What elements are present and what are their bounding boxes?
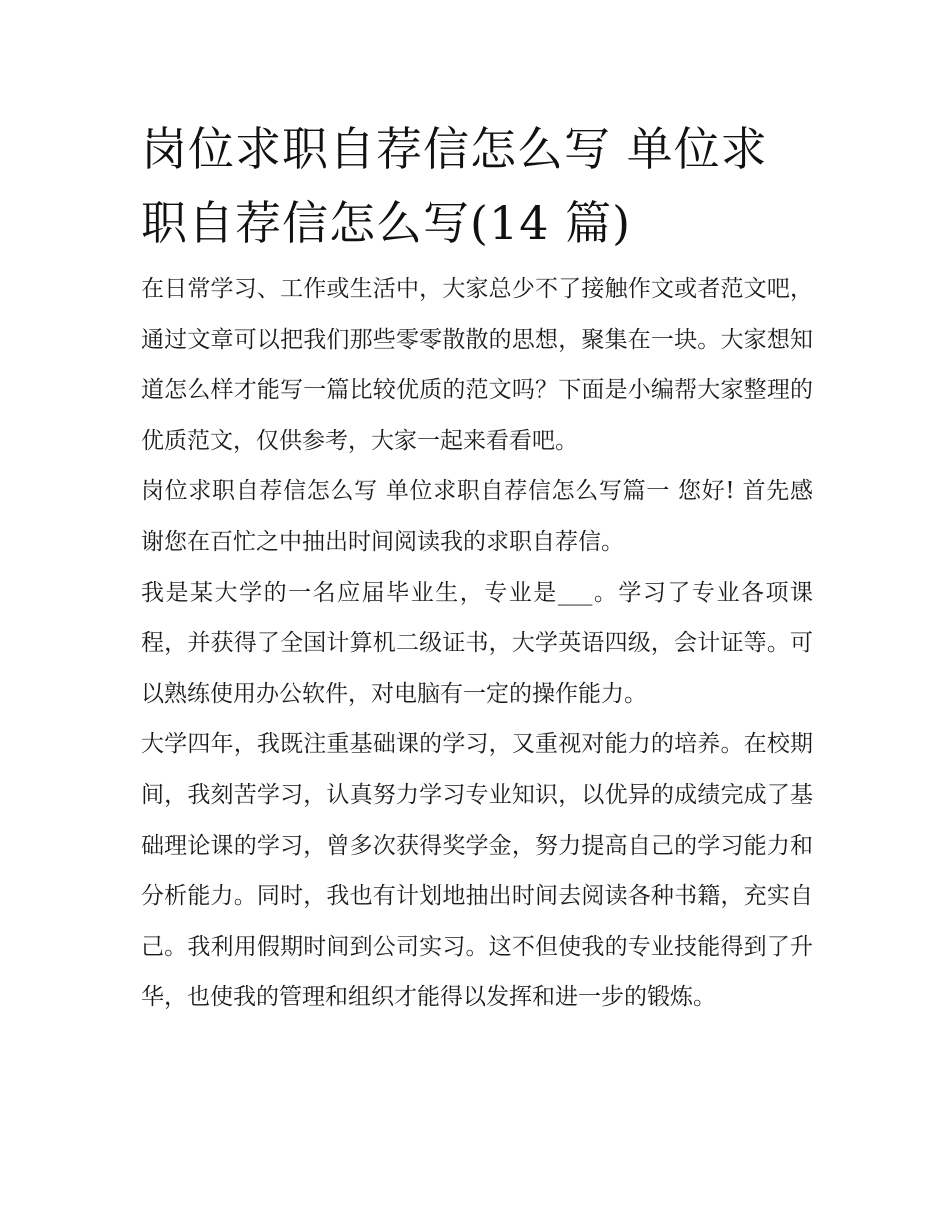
paragraph-greeting: 岗位求职自荐信怎么写 单位求职自荐信怎么写篇一 您好! 首先感谢您在百忙之中抽出时间阅读我的求职自荐信。 (141, 478, 813, 555)
paragraph-university-experience: 大学四年，我既注重基础课的学习，又重视对能力的培养。在校期间，我刻苦学习，认真努力学习专业知识，以优异的成绩完成了基础理论课的学习，曾多次获得奖学金，努力提高自己的学习能力和分析能力。同时，我也有计划地抽出时间去阅读各种书籍，充实自己。我利用假期时间到公司实习。这不但使我的专业技能得到了升华，也使我的管理和组织才能得以发挥和进一步的锻炼。 (141, 731, 813, 1011)
document-body (141, 112, 813, 1023)
paragraph-intro: 在日常学习、工作或生活中，大家总少不了接触作文或者范文吧，通过文章可以把我们那些零零散散的思想，聚集在一块。大家想知道怎么样才能写一篇比较优质的范文吗？下面是小编帮大家整理的优质范文，仅供参考，大家一起来看看吧。 (141, 276, 813, 454)
paragraph-qualifications: 我是某大学的一名应届毕业生，专业是___。学习了专业各项课程，并获得了全国计算机二级证书，大学英语四级，会计证等。可以熟练使用办公软件，对电脑有一定的操作能力。 (141, 579, 813, 707)
document-title: 岗位求职自荐信怎么写 单位求职自荐信怎么写(14 篇) (141, 122, 768, 250)
